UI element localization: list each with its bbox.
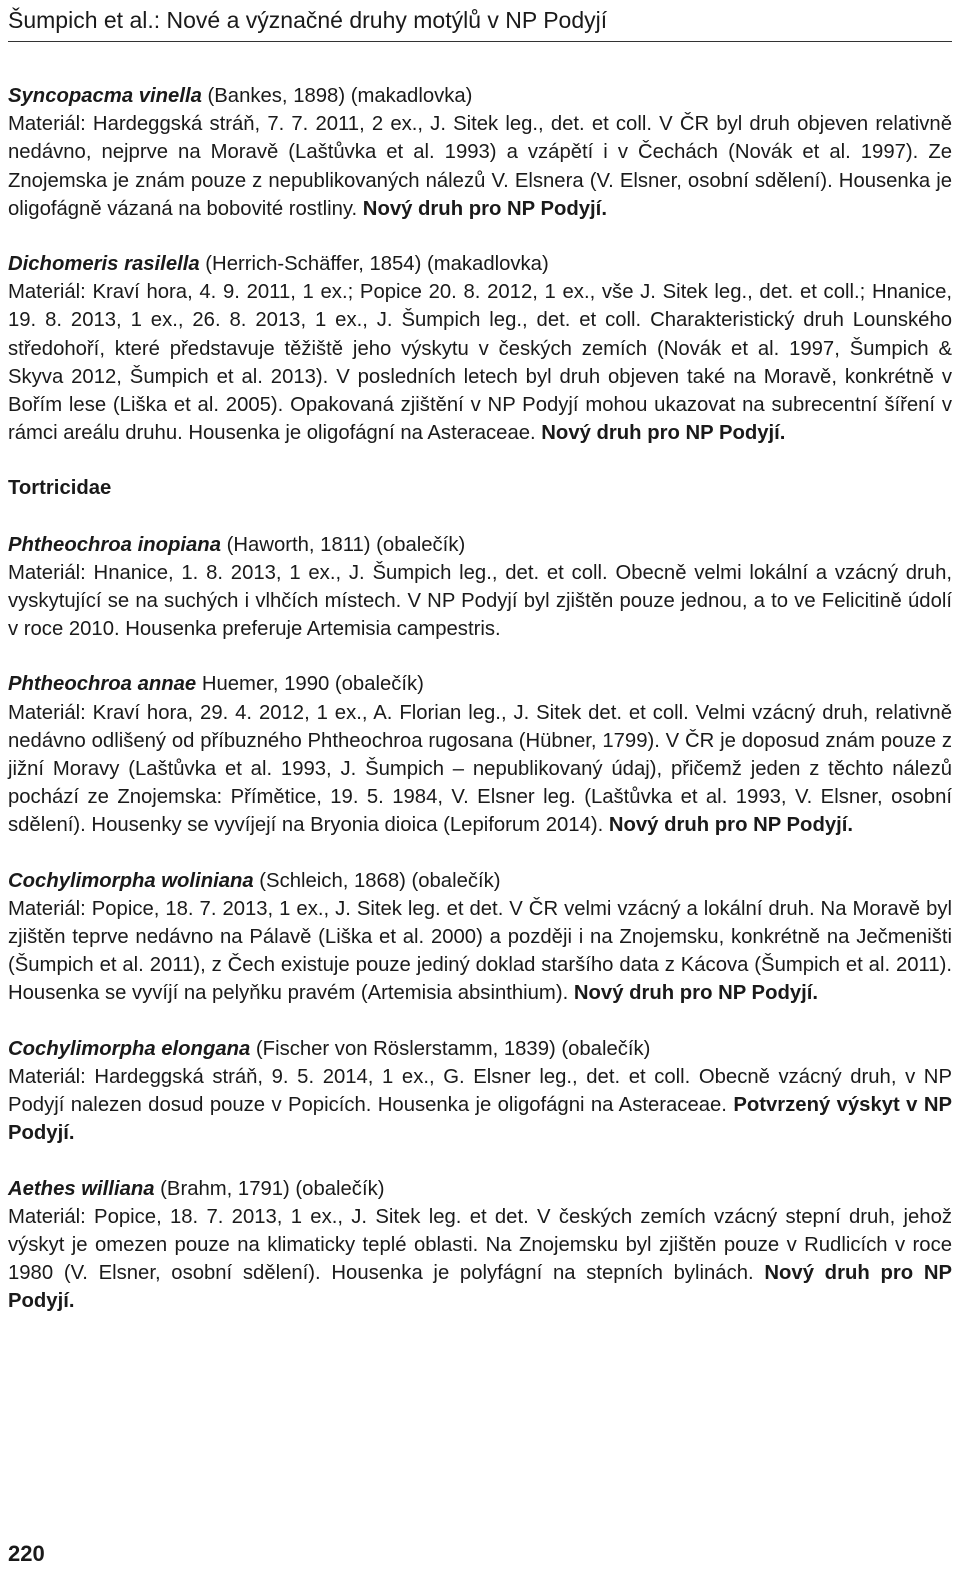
species-text: Materiál: Kraví hora, 29. 4. 2012, 1 ex., A. Florian leg., J. Sitek det. et coll. Velmi vzácný druh, relativně nedávno odlišený od příbuzného Phtheochroa rugosana (Hübner, 1799). V ČR je doposud znám pouze z jižní Moravy (Laštůvka et al. 1993, J. Šumpich – nepublikovaný údaj), přičemž jeden z těchto nálezů pochází ze Znojemska: Přímětice, 19. 5. 1984, V. Elsner leg. (Laštůvka et al. 1993, V. Elsner, osobní sdělení). Housenky se vyvíjejí na Bryonia dioica (Lepiforum 2014). xyxy=(8,701,952,837)
species-text: Materiál: Kraví hora, 4. 9. 2011, 1 ex.; Popice 20. 8. 2012, 1 ex., vše J. Sitek leg., det. et coll.; Hnanice, 19. 8. 2013, 1 ex., 26. 8. 2013, 1 ex., J. Šumpich leg., det. et coll. Charakteristický druh Lounského středohoří, které představuje těžiště jeho výskytu v českých zemích (Novák et al. 1997, Šumpich & Skyva 2012, Šumpich et al. 2013). V posledních letech byl druh objeven také na Moravě, konkrétně v Bořím lese (Liška et al. 2005). Opakovaná zjištění v NP Podyjí mohou ukazovat na subrecentní šíření v rámci areálu druhu. Housenka je oligofágní na Asteraceae. xyxy=(8,281,952,445)
species-paragraph xyxy=(8,1203,952,1316)
page-number: 220 xyxy=(8,1541,45,1566)
species-entry-phtheochroa-annae xyxy=(8,670,952,839)
species-status: Nový druh pro NP Podyjí. xyxy=(541,422,786,445)
species-heading xyxy=(8,531,952,559)
running-title: Šumpich et al.: Nové a význačné druhy motýlů v NP Podyjí xyxy=(8,7,608,33)
species-heading xyxy=(8,250,952,278)
species-heading xyxy=(8,82,952,110)
species-name: Dichomeris rasilella xyxy=(8,253,200,276)
species-heading xyxy=(8,867,952,895)
species-entry-phtheochroa-inopiana xyxy=(8,531,952,644)
species-heading xyxy=(8,1175,952,1203)
species-heading xyxy=(8,670,952,698)
species-paragraph xyxy=(8,699,952,840)
species-status: Nový druh pro NP Podyjí. xyxy=(573,982,819,1005)
species-authority: (Fischer von Röslerstamm, 1839) (obalečík) xyxy=(250,1037,651,1060)
species-heading xyxy=(8,1035,952,1063)
species-entry-cochylimorpha-elongana xyxy=(8,1035,952,1148)
species-text: Materiál: Popice, 18. 7. 2013, 1 ex., J. Sitek leg. et det. V ČR velmi vzácný a lokální druh. Na Moravě byl zjištěn teprve nedávno na Pálavě (Liška et al. 2000) a později i na Znojemsku, konkrétně na Ječmeništi (Šumpich et al. 2011), z Čech existuje pouze jediný doklad staršího data z Kácova (Šumpich et al. 2011). Housenka se vyvíjí na pelyňku pravém (Artemisia absinthium). xyxy=(8,897,952,1005)
species-authority: (Haworth, 1811) (obalečík) xyxy=(220,533,466,556)
species-entry-cochylimorpha-woliniana xyxy=(8,867,952,1008)
species-text: Materiál: Popice, 18. 7. 2013, 1 ex., J. Sitek leg. et det. V českých zemích vzácný stepní druh, jehož výskyt je omezen pouze na klimaticky teplé oblasti. Na Znojemsku byl zjištěn pouze v Rudlicích v roce 1980 (V. Elsner, osobní sdělení). Housenka je polyfágní na stepních bylinách. xyxy=(8,1205,952,1285)
species-paragraph xyxy=(8,110,952,223)
species-text: Materiál: Hardeggská stráň, 7. 7. 2011, 2 ex., J. Sitek leg., det. et coll. V ČR byl druh objeven relativně nedávno, nejprve na Moravě (Laštůvka et al. 1993) a vzápětí i v Čechách (Novák et al. 1997). Ze Znojemska je znám pouze z nepublikovaných nálezů V. Elsnera (V. Elsner, osobní sdělení). Housenka je oligofágně vázaná na bobovité rostliny. xyxy=(8,113,952,220)
species-text: Materiál: Hardeggská stráň, 9. 5. 2014, 1 ex., G. Elsner leg., det. et coll. Obecně vzácný druh, v NP Podyjí nalezen dosud pouze v Popicích. Housenka je oligofágni na Asteraceae. xyxy=(8,1065,952,1117)
species-entry-dichomeris xyxy=(8,250,952,447)
species-status: Nový druh pro NP Podyjí. xyxy=(8,1262,952,1313)
species-authority: Huemer, 1990 (obalečík) xyxy=(196,673,424,696)
species-authority: (Herrich-Schäffer, 1854) (makadlovka) xyxy=(199,253,549,276)
species-name: Cochylimorpha woliniana xyxy=(8,869,254,892)
species-paragraph xyxy=(8,1063,952,1148)
species-status: Potvrzený výskyt v NP Podyjí. xyxy=(8,1094,952,1145)
species-name: Phtheochroa inopiana xyxy=(8,533,221,556)
species-paragraph xyxy=(8,895,952,1008)
species-authority: (Bankes, 1898) (makadlovka) xyxy=(201,85,473,107)
species-status: Nový druh pro NP Podyjí. xyxy=(608,814,854,837)
species-entry-aethes-williana xyxy=(8,1175,952,1316)
header-rule xyxy=(8,41,952,42)
article-body xyxy=(8,82,952,1343)
species-status: Nový druh pro NP Podyjí. xyxy=(362,197,607,220)
family-heading: Tortricidae xyxy=(8,477,112,500)
species-name: Phtheochroa annae xyxy=(8,673,197,696)
species-paragraph xyxy=(8,559,952,644)
species-authority: (Brahm, 1791) (obalečík) xyxy=(154,1177,385,1200)
species-name: Aethes williana xyxy=(8,1177,155,1200)
species-text: Materiál: Hnanice, 1. 8. 2013, 1 ex., J. Šumpich leg., det. et coll. Obecně velmi lokální a vzácný druh, vyskytující se na suchých i vlhčích místech. V NP Podyjí byl zjištěn pouze jednou, a to ve Felicitině údolí v roce 2010. Housenka preferuje Artemisia campestris. xyxy=(8,561,952,641)
species-authority: (Schleich, 1868) (obalečík) xyxy=(253,869,501,892)
species-entry-syncopacma xyxy=(8,82,952,223)
species-paragraph xyxy=(8,278,952,447)
species-name: Cochylimorpha elongana xyxy=(8,1037,251,1060)
species-name: Syncopacma vinella xyxy=(8,85,202,107)
